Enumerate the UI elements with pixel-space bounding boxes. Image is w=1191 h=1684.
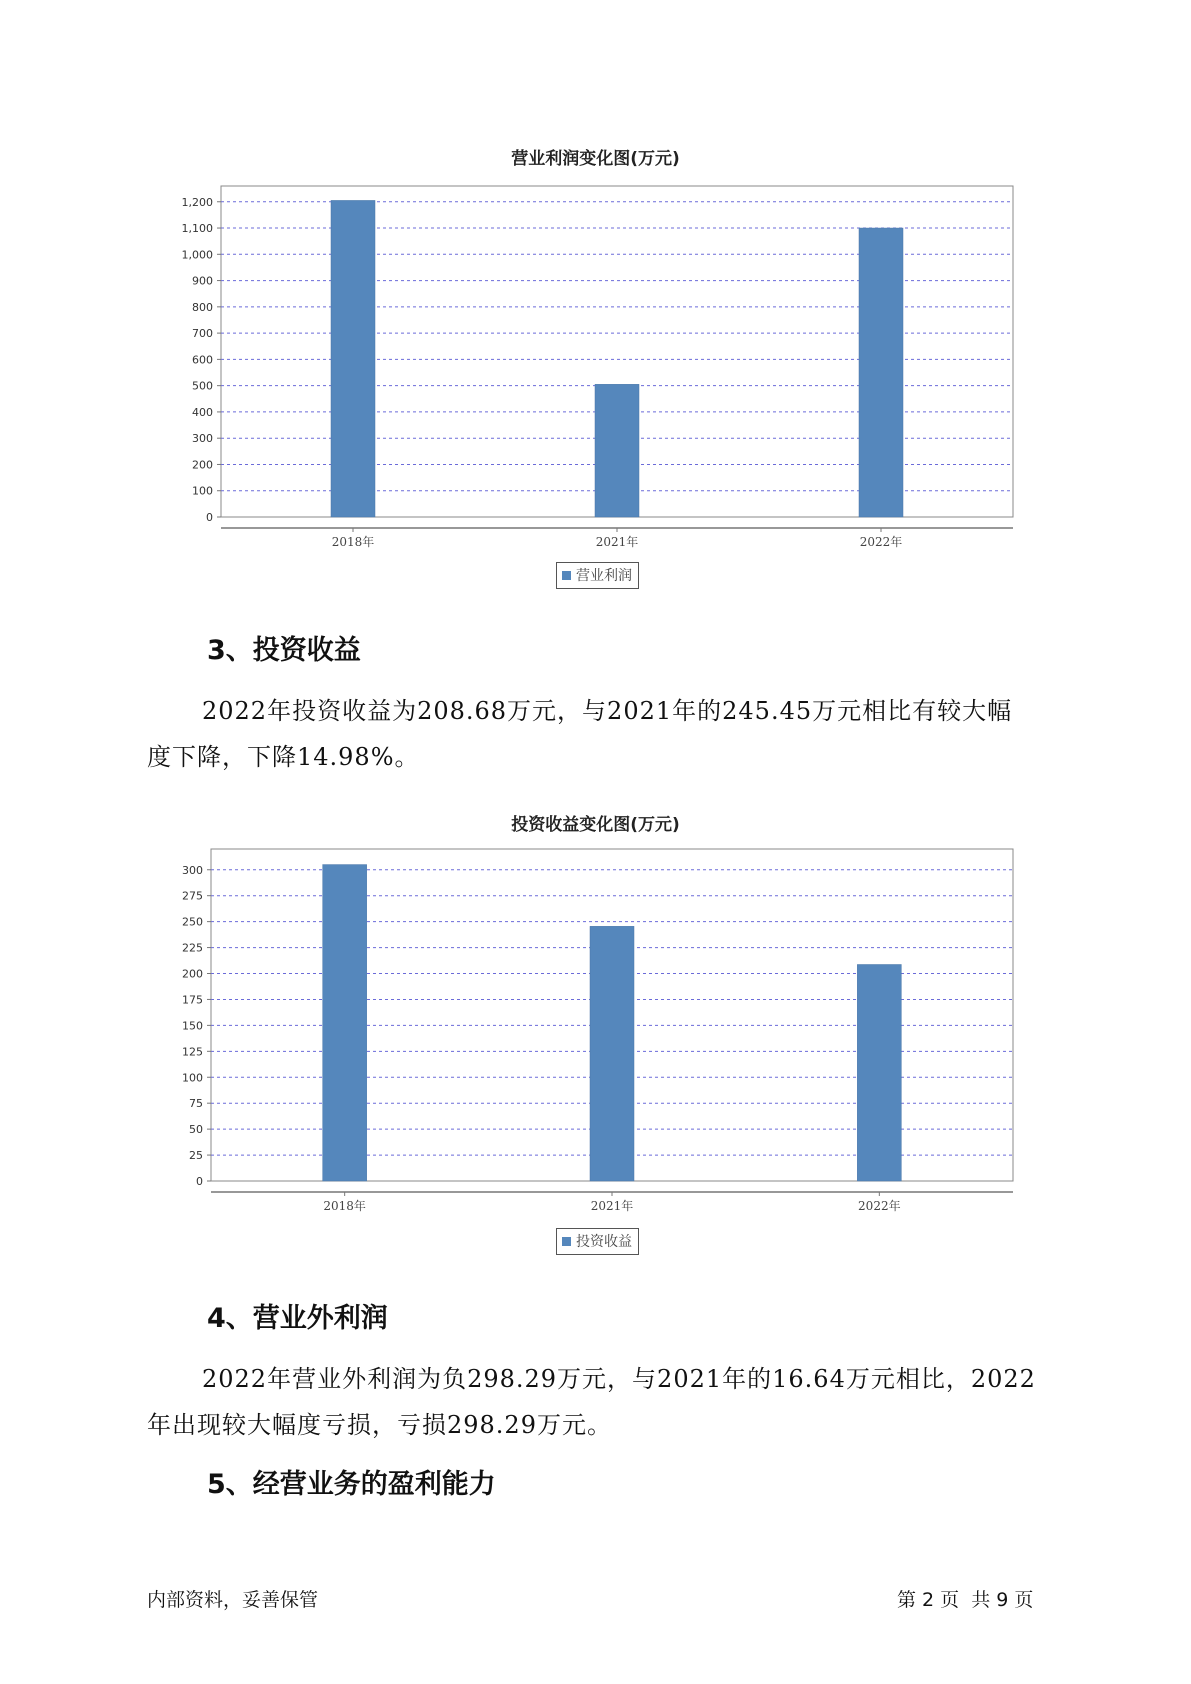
paragraph-line: 2022年营业外利润为负298.29万元，与2021年的16.64万元相比，2022: [202, 1365, 1036, 1393]
x-tick-label: 2022年: [859, 535, 903, 549]
chart-title-investment-income: 投资收益变化图(万元): [511, 815, 680, 835]
footer-confidential-note: 内部资料，妥善保管: [147, 1589, 319, 1611]
legend-label: 营业利润: [576, 568, 632, 584]
bar: [857, 964, 901, 1181]
y-tick-label: 250: [182, 915, 203, 929]
x-tick-label: 2021年: [590, 1199, 634, 1213]
y-tick-label: 275: [182, 889, 203, 903]
chart-title-operating-profit: 营业利润变化图(万元): [511, 149, 680, 169]
paragraph-non-operating-profit: [147, 1356, 1067, 1448]
bar: [323, 865, 367, 1181]
y-tick-label: 100: [182, 1071, 203, 1085]
y-tick-label: 175: [182, 993, 203, 1007]
y-tick-label: 1,000: [181, 248, 213, 262]
x-tick-label: 2018年: [331, 535, 375, 549]
y-tick-label: 25: [189, 1149, 203, 1163]
y-tick-label: 200: [192, 458, 213, 472]
y-tick-label: 100: [192, 484, 213, 498]
section-heading-non-operating-profit: 4、营业外利润: [207, 1303, 388, 1334]
x-tick-label: 2018年: [323, 1199, 366, 1213]
paragraph-line: 年出现较大幅度亏损，亏损298.29万元。: [147, 1411, 612, 1439]
y-tick-label: 75: [189, 1097, 203, 1111]
legend-label: 投资收益: [576, 1234, 632, 1250]
y-tick-label: 0: [206, 511, 213, 524]
y-tick-label: 50: [189, 1123, 203, 1137]
y-tick-label: 200: [182, 967, 203, 981]
y-tick-label: 300: [192, 432, 213, 446]
y-tick-label: 400: [192, 405, 213, 419]
section-heading-operating-profitability: 5、经营业务的盈利能力: [207, 1469, 496, 1500]
chart-legend-investment-income: [556, 1228, 639, 1255]
y-tick-label: 500: [192, 379, 213, 393]
paragraph-line: 度下降，下降14.98%。: [147, 743, 420, 771]
footer-page-number: 第 2 页 共 9 页: [897, 1589, 1034, 1611]
y-tick-label: 800: [192, 300, 213, 314]
bar: [590, 926, 634, 1181]
y-tick-label: 1,100: [181, 222, 213, 236]
y-tick-label: 900: [192, 274, 213, 288]
legend-swatch: [562, 1237, 571, 1246]
paragraph-line: 2022年投资收益为208.68万元，与2021年的245.45万元相比有较大幅: [202, 697, 1013, 725]
y-tick-label: 700: [192, 327, 213, 341]
x-tick-label: 2021年: [595, 535, 639, 549]
y-tick-label: 1,200: [181, 195, 213, 209]
y-tick-label: 300: [182, 863, 203, 877]
section-heading-investment-income: 3、投资收益: [207, 635, 361, 666]
x-tick-label: 2022年: [858, 1199, 901, 1213]
y-tick-label: 150: [182, 1019, 203, 1033]
y-tick-label: 125: [182, 1045, 203, 1059]
y-tick-label: 225: [182, 941, 203, 955]
y-tick-label: 600: [192, 353, 213, 367]
y-tick-label: 0: [196, 1175, 203, 1188]
